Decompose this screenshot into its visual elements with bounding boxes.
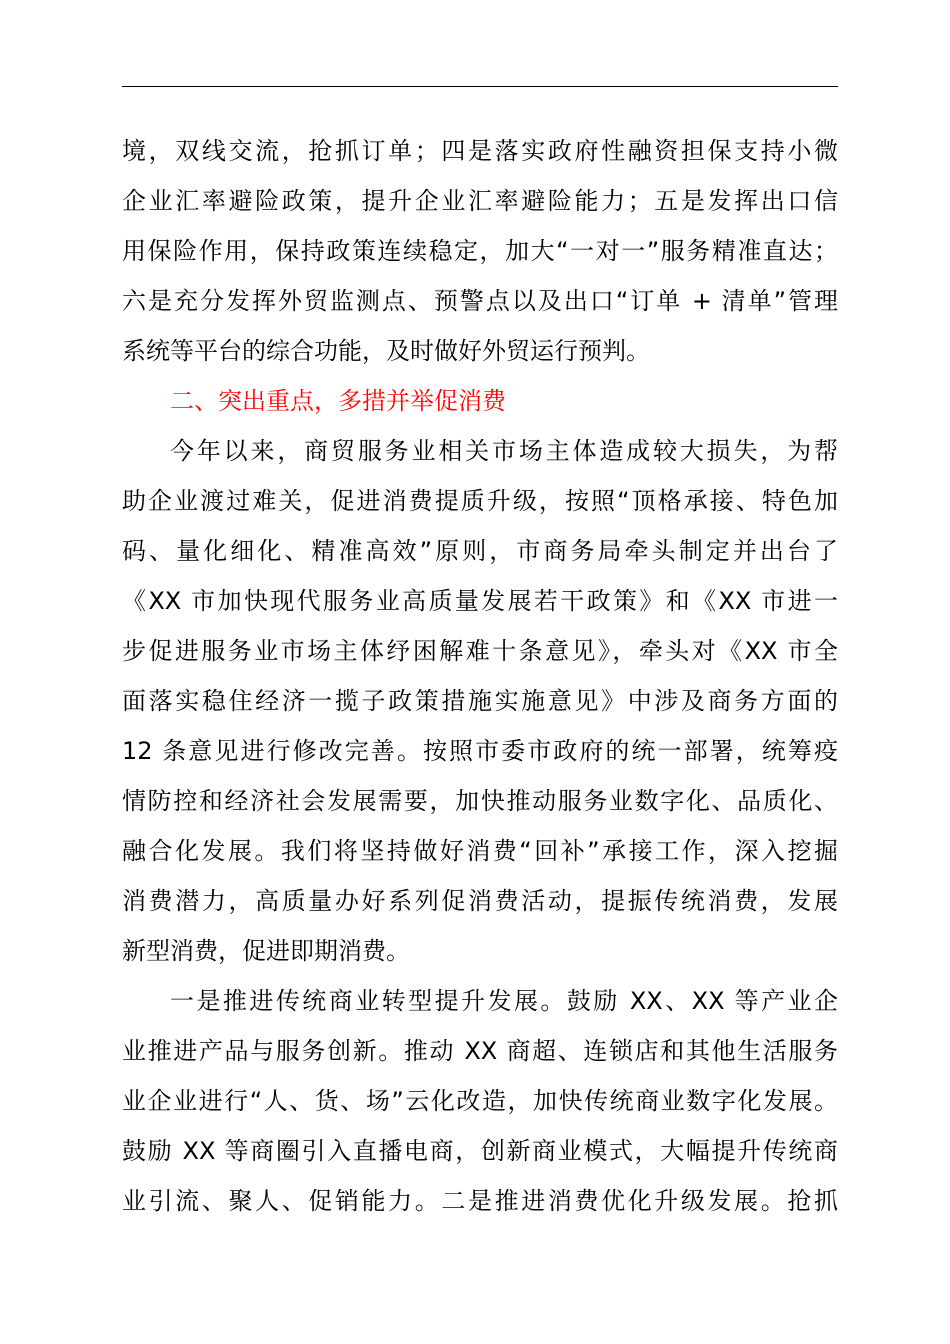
text-line: 业引流、聚人、促销能力。二是推进消费优化升级发展。抢抓 — [122, 1187, 838, 1215]
text-line: 六是充分发挥外贸监测点、预警点以及出口“订单 + 清单”管理 — [122, 287, 838, 315]
text-line: 业企业进行“人、货、场”云化改造，加快传统商业数字化发展。 — [122, 1087, 838, 1115]
text-line: 企业汇率避险政策，提升企业汇率避险能力；五是发挥出口信 — [122, 187, 838, 215]
text-line: 情防控和经济社会发展需要，加快推动服务业数字化、品质化、 — [122, 787, 838, 815]
text-line: 助企业渡过难关，促进消费提质升级，按照“顶格承接、特色加 — [122, 487, 838, 515]
text-line: 步促进服务业市场主体纾困解难十条意见》，牵头对《XX 市全 — [122, 637, 838, 665]
text-line: 鼓励 XX 等商圈引入直播电商，创新商业模式，大幅提升传统商 — [122, 1137, 838, 1165]
text-line: 12 条意见进行修改完善。按照市委市政府的统一部署，统筹疫 — [122, 737, 838, 765]
text-line: 用保险作用，保持政策连续稳定，加大“一对一”服务精准直达； — [122, 237, 838, 265]
text-line: 面落实稳住经济一揽子政策措施实施意见》中涉及商务方面的 — [122, 687, 838, 715]
text-line: 消费潜力，高质量办好系列促消费活动，提振传统消费，发展 — [122, 887, 838, 915]
text-line: 一是推进传统商业转型提升发展。鼓励 XX、XX 等产业企 — [170, 987, 838, 1015]
section-heading: 二、突出重点，多措并举促消费 — [170, 387, 506, 415]
text-line: 系统等平台的综合功能，及时做好外贸运行预判。 — [122, 337, 650, 365]
text-line: 融合化发展。我们将坚持做好消费“回补”承接工作，深入挖掘 — [122, 837, 838, 865]
text-line: 业推进产品与服务创新。推动 XX 商超、连锁店和其他生活服务 — [122, 1037, 838, 1065]
text-line: 境，双线交流，抢抓订单；四是落实政府性融资担保支持小微 — [122, 137, 838, 165]
document-body — [122, 126, 838, 1226]
text-line: 码、量化细化、精准高效”原则，市商务局牵头制定并出台了 — [122, 537, 838, 565]
header-rule — [122, 86, 838, 87]
text-line: 今年以来，商贸服务业相关市场主体造成较大损失，为帮 — [170, 437, 838, 465]
text-line: 《XX 市加快现代服务业高质量发展若干政策》和《XX 市进一 — [122, 587, 838, 615]
text-line: 新型消费，促进即期消费。 — [122, 937, 410, 965]
